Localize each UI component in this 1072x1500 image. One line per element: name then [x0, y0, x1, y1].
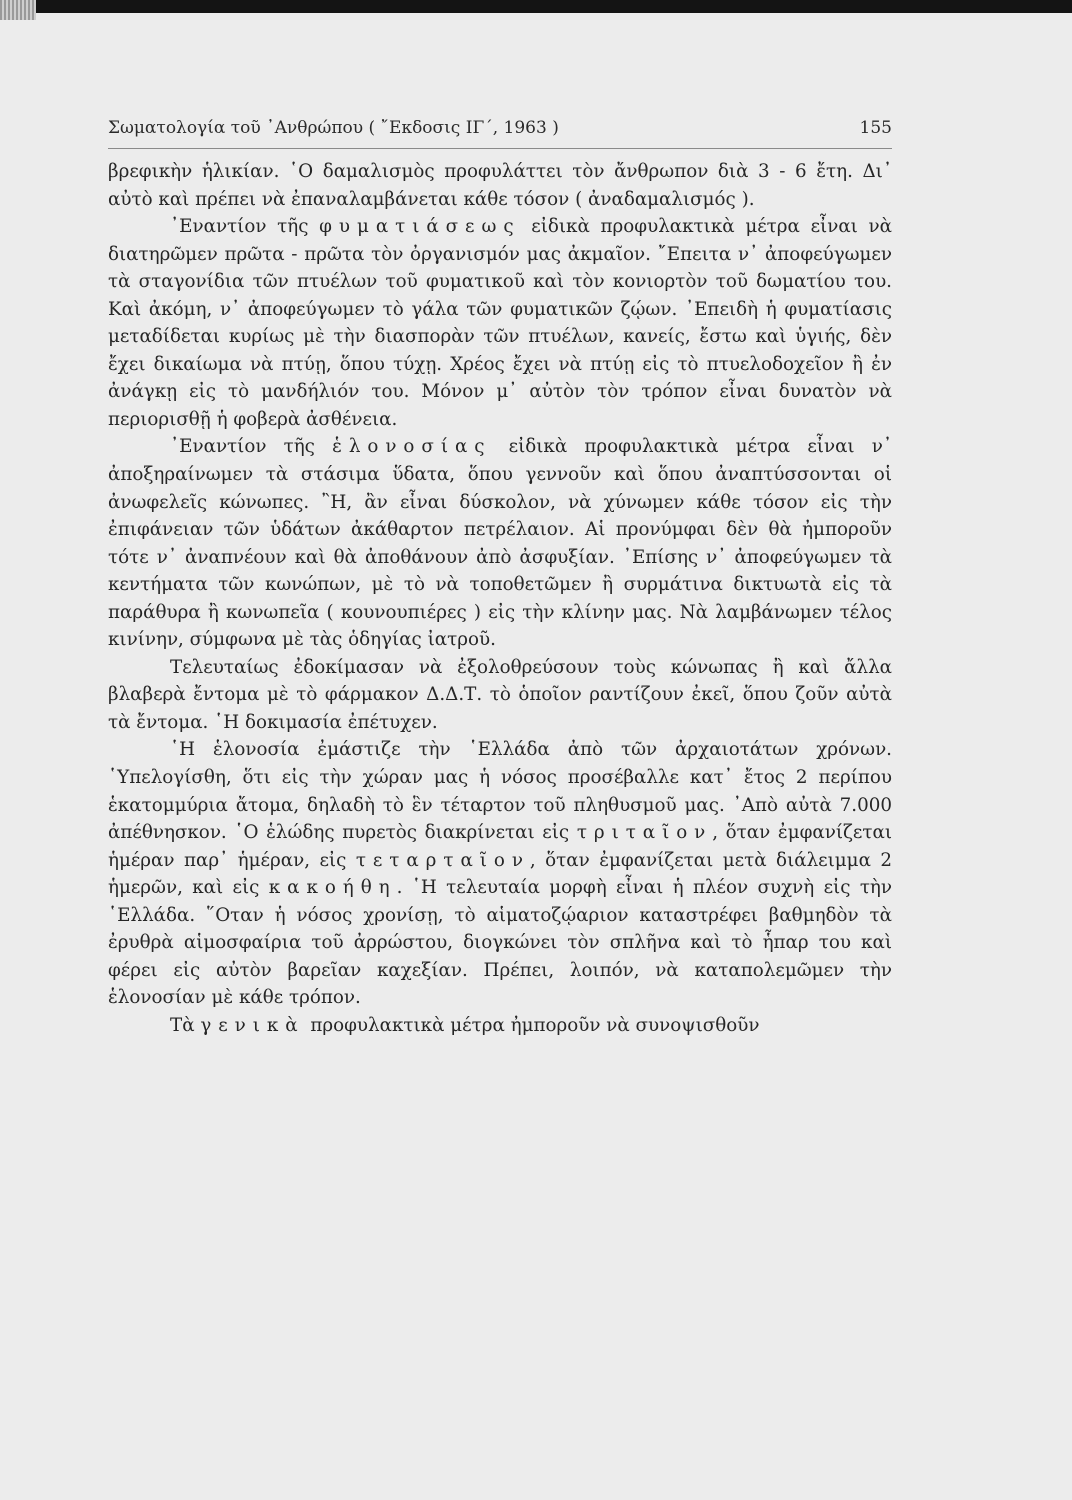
emphasized-term: φυματιάσεως	[319, 216, 521, 238]
paragraph-text: ᾿Εναντίον τῆς	[170, 216, 320, 238]
paragraph-text: ᾿Εναντίον τῆς	[170, 436, 333, 458]
paragraph-text: βρεφικὴν ἡλικίαν. ῾Ο δαμαλισμὸς προφυλάττει τὸν ἄνθρωπον διὰ 3 - 6 ἔτη. Δι᾿ αὐτὸ καὶ πρέπει νὰ ἐπαναλαμβάνεται κάθε τόσον ( ἀναδαμαλισμός ).	[108, 161, 892, 210]
scan-corner-mark	[0, 0, 36, 20]
paragraph-text: , ὅταν ἐμφανίζεται ἡμέραν παρ᾿ ἡμέραν, εἰς	[108, 822, 893, 871]
emphasized-term: κακοήθη	[268, 877, 397, 899]
paragraph-general-measures	[108, 1012, 892, 1040]
paragraph-tuberculosis	[108, 213, 892, 433]
emphasized-term: γενικὰ	[200, 1014, 305, 1036]
page-number: 155	[859, 118, 892, 138]
paragraph-text: προφυλακτικὰ μέτρα ἠμποροῦν νὰ συνοψισθοῦν	[304, 1014, 760, 1036]
emphasized-term: τεταρταῖον	[355, 849, 530, 871]
running-header	[108, 118, 892, 149]
body-text	[108, 158, 892, 1040]
paragraph-malaria-greece	[108, 736, 892, 1011]
emphasized-term: τριταῖον	[576, 822, 713, 844]
paragraph-text: Τὰ	[170, 1014, 201, 1036]
paragraph-continuation	[108, 158, 892, 213]
emphasized-term: ἑλονοσίας	[332, 436, 492, 458]
paragraph-ddt	[108, 654, 892, 737]
paragraph-text: , ὅταν ἐμφανίζεται μετὰ διάλειμμα 2 ἡμερῶν, καὶ εἰς	[108, 849, 892, 899]
running-title: Σωματολογία τοῦ ᾿Ανθρώπου ( ῎Εκδοσις ΙΓ΄, 1963 )	[108, 118, 559, 138]
paragraph-text: Τελευταίως ἐδοκίμασαν νὰ ἐξολοθρεύσουν τοὺς κώνωπας ἢ καὶ ἄλλα βλαβερὰ ἔντομα μὲ τὸ φάρμακον Δ.Δ.Τ. τὸ ὁποῖον ραντίζουν ἐκεῖ, ὅπου ζοῦν αὐτὰ τὰ ἔντομα. ῾Η δοκιμασία ἐπέτυχεν.	[108, 656, 892, 733]
paragraph-text: ῾Η ἑλονοσία ἐμάστιζε τὴν ῾Ελλάδα ἀπὸ τῶν ἀρχαιοτάτων χρόνων. ῾Υπελογίσθη, ὅτι εἰς τὴν χώραν μας ἡ νόσος προσέβαλλε κατ᾿ ἔτος 2 περίπου ἑκατομμύρια ἄτομα, δηλαδὴ τὸ ἓν τέταρτον τοῦ πληθυσμοῦ μας. ᾿Απὸ αὐτὰ 7.000 ἀπέθνησκον. ῾Ο ἑλώδης πυρετὸς διακρίνεται εἰς	[108, 739, 892, 844]
paragraph-text: . ῾Η τελευταία μορφὴ εἶναι ἡ πλέον συχνὴ εἰς τὴν ῾Ελλάδα. ῞Οταν ἡ νόσος χρονίσῃ, τὸ αἱματοζῴαριον καταστρέφει βαθμηδὸν τὰ ἐρυθρὰ αἱμοσφαίρια τοῦ ἀρρώστου, διογκώνει τὸν σπλῆνα καὶ τὸ ἧπαρ του καὶ φέρει εἰς αὐτὸν βαρεῖαν καχεξίαν. Πρέπει, λοιπόν, νὰ καταπολεμῶμεν τὴν ἑλονοσίαν μὲ κάθε τρόπον.	[108, 877, 893, 1009]
paragraph-text: εἰδικὰ προφυλακτικὰ μέτρα εἶναι νὰ διατηρῶμεν πρῶτα - πρῶτα τὸν ὀργανισμόν μας ἀκμαῖον. ῎Επειτα ν᾿ ἀποφεύγωμεν τὰ σταγονίδια τῶν πτυέλων τοῦ φυματικοῦ καὶ τὸν κονιορτὸν τοῦ δωματίου του. Καὶ ἀκόμη, ν᾿ ἀποφεύγωμεν τὸ γάλα τῶν φυματικῶν ζῴων. ᾿Επειδὴ ἡ φυματίασις μεταδίδεται κυρίως μὲ τὴν διασπορὰν τῶν πτυέλων, κανείς, ἔστω καὶ ὑγιής, δὲν ἔχει δικαίωμα νὰ πτύῃ, ὅπου τύχῃ. Χρέος ἔχει νὰ πτύῃ εἰς τὸ πτυελοδοχεῖον ἢ ἐν ἀνάγκῃ εἰς τὸ μανδήλιόν του. Μόνον μ᾿ αὐτὸν τὸν τρόπον εἶναι δυνατὸν νὰ περιορισθῇ ἡ φοβερὰ ἀσθένεια.	[108, 216, 892, 430]
paragraph-malaria-measures	[108, 433, 892, 653]
paragraph-text: εἰδικὰ προφυλακτικὰ μέτρα εἶναι ν᾿ ἀποξηραίνωμεν τὰ στάσιμα ὕδατα, ὅπου γεννοῦν καὶ ὅπου ἀναπτύσσονται οἱ ἀνωφελεῖς κώνωπες. ῍Η, ἂν εἶναι δύσκολον, νὰ χύνωμεν κάθε τόσον εἰς τὴν ἐπιφάνειαν τῶν ὑδάτων ἀκάθαρτον πετρέλαιον. Αἱ προνύμφαι δὲν θὰ ἠμποροῦν τότε ν᾿ ἀναπνέουν καὶ θὰ ἀποθάνουν ἀπὸ ἀσφυξίαν. ᾿Επίσης ν᾿ ἀποφεύγωμεν τὰ κεντήματα τῶν κωνώπων, μὲ τὸ νὰ τοποθετῶμεν ἢ συρμάτινα δικτυωτὰ εἰς τὰ παράθυρα ἢ κωνωπεῖα ( κουνουπιέρες ) εἰς τὴν κλίνην μας. Νὰ λαμβάνωμεν τέλος κινίνην, σύμφωνα μὲ τὰς ὁδηγίας ἰατροῦ.	[108, 436, 892, 651]
scan-border	[0, 0, 1072, 13]
